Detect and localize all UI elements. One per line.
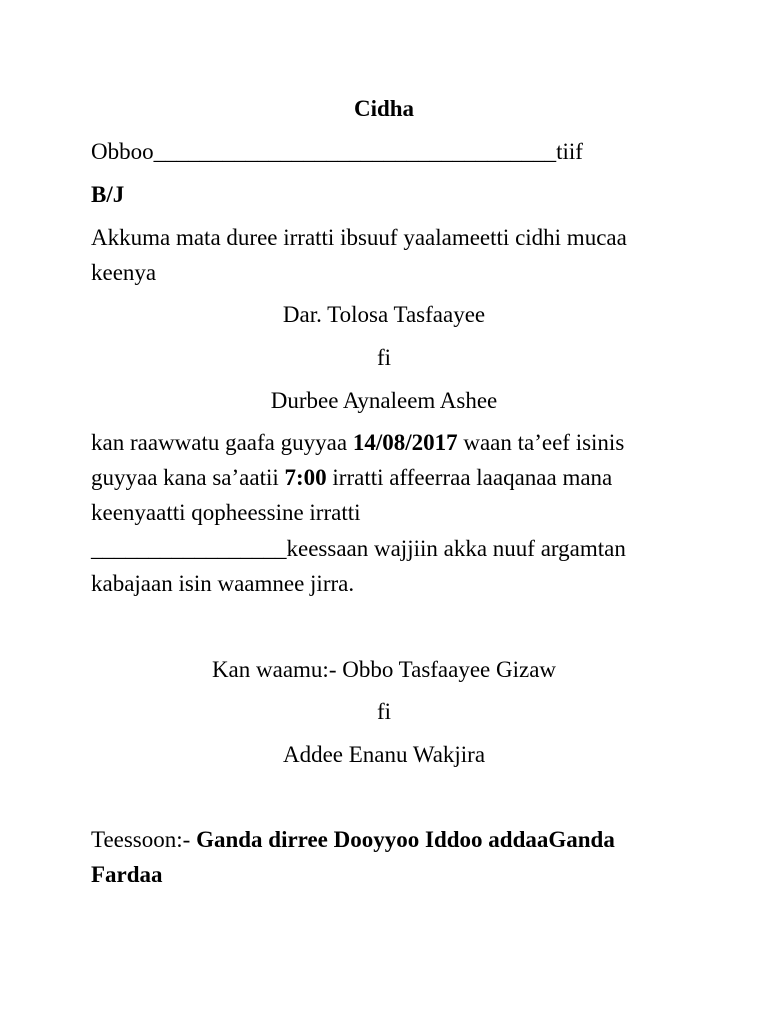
body-text: guyyaa kana sa’aatii: [91, 465, 285, 490]
bj-label: B/J: [91, 182, 125, 207]
body-text: keessaan wajjiin akka nuuf argamtan: [286, 536, 626, 561]
conjunction-1: fi: [376, 345, 392, 370]
body-line-3: keenyaatti qopheessine irratti: [91, 500, 361, 525]
inviter-2: Addee Enanu Wakjira: [282, 742, 486, 767]
venue-text: Ganda dirree Dooyyoo Iddoo addaaGanda: [196, 827, 615, 852]
event-date: 14/08/2017: [352, 430, 458, 455]
addressee-line: [91, 138, 583, 166]
body-line-2: [91, 464, 612, 492]
document-title: Cidha: [353, 96, 415, 121]
event-time: 7:00: [284, 465, 327, 490]
addressee-blank: ___________________________________: [153, 139, 557, 164]
body-line-4: [91, 535, 626, 563]
body-line-5: kabajaan isin waamnee jirra.: [91, 571, 355, 596]
intro-line-2: keenya: [91, 260, 157, 285]
groom-name: Dar. Tolosa Tasfaayee: [282, 302, 486, 327]
inviter-line: Kan waamu:- Obbo Tasfaayee Gizaw: [211, 657, 557, 682]
body-text: irratti affeerraa laaqanaa mana: [326, 465, 613, 490]
intro-line-1: Akkuma mata duree irratti ibsuuf yaalameetti cidhi mucaa: [91, 225, 627, 250]
venue-line-1: [91, 826, 615, 854]
body-line-1: [91, 429, 624, 457]
addressee-prefix: Obboo: [91, 139, 154, 164]
body-blank: _________________: [91, 536, 287, 561]
body-text: waan ta’eef isinis: [457, 430, 625, 455]
conjunction-2: fi: [376, 699, 392, 724]
venue-label: Teessoon:-: [91, 827, 197, 852]
venue-text: Fardaa: [91, 862, 163, 887]
venue-line-2: [91, 861, 163, 889]
body-text: kan raawwatu gaafa guyyaa: [91, 430, 353, 455]
addressee-suffix: tiif: [556, 139, 583, 164]
bride-name: Durbee Aynaleem Ashee: [270, 388, 498, 413]
